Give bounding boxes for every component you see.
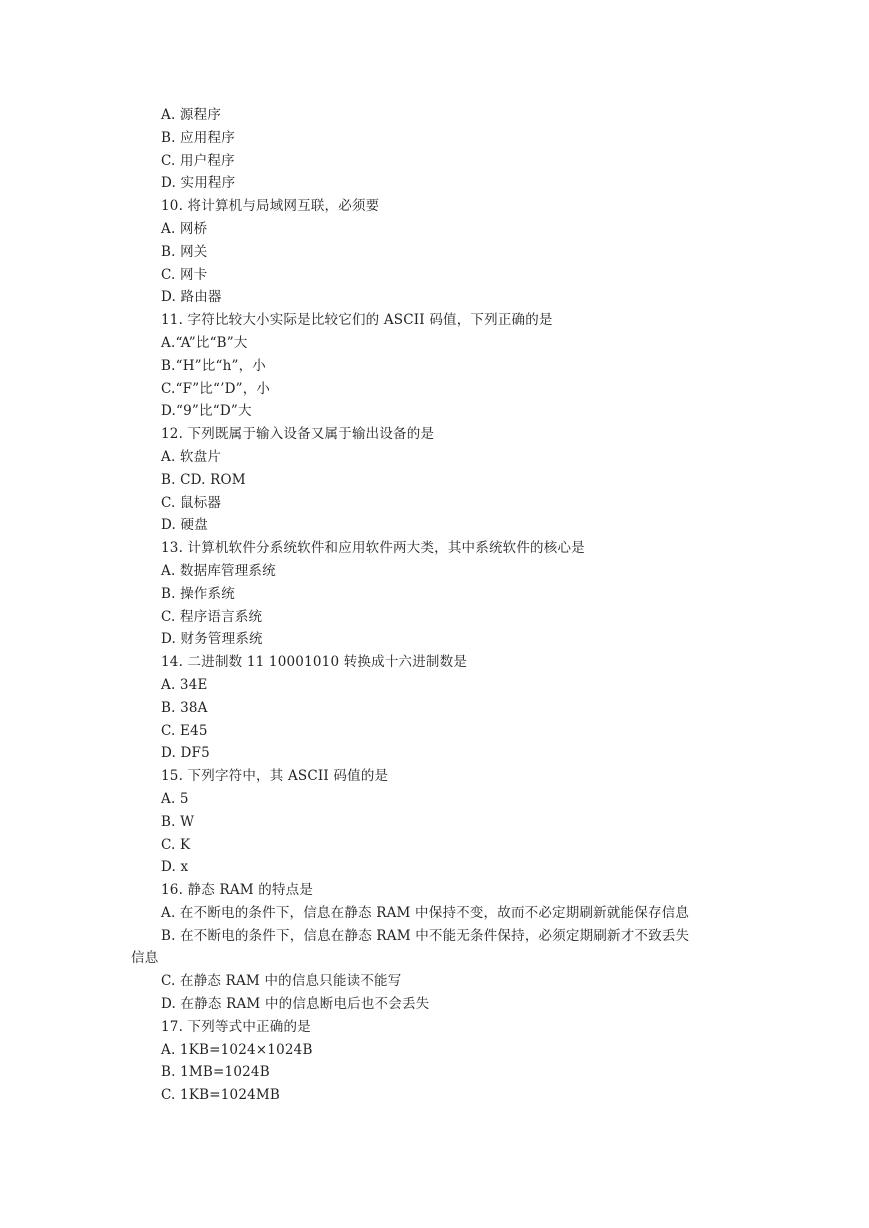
question-10: 10. 将计算机与局域网互联，必须要 xyxy=(161,198,380,215)
q17-option-a: A. 1KB=1024×1024B xyxy=(161,1041,313,1058)
q13-option-b: B. 操作系统 xyxy=(161,585,235,602)
question-11: 11. 字符比较大小实际是比较它们的 ASCII 码值，下列正确的是 xyxy=(161,312,553,329)
document-page xyxy=(0,104,869,1107)
q10-option-b: B. 网关 xyxy=(161,243,208,260)
question-12: 12. 下列既属于输入设备又属于输出设备的是 xyxy=(161,426,435,443)
question-13: 13. 计算机软件分系统软件和应用软件两大类，其中系统软件的核心是 xyxy=(161,540,585,557)
q16-option-a: A. 在不断电的条件下，信息在静态 RAM 中保持不变，故而不必定期刷新就能保存信息 xyxy=(161,904,690,921)
q17-option-b: B. 1MB=1024B xyxy=(161,1064,270,1081)
q13-option-d: D. 财务管理系统 xyxy=(161,631,263,648)
q10-option-d: D. 路由器 xyxy=(161,289,222,306)
option-b-application-program: B. 应用程序 xyxy=(161,129,235,146)
question-14: 14. 二进制数 11 10001010 转换成十六进制数是 xyxy=(161,654,468,671)
q14-option-d: D. DF5 xyxy=(161,745,210,762)
q15-option-a: A. 5 xyxy=(161,790,189,807)
q15-option-d: D. x xyxy=(161,859,189,876)
question-17: 17. 下列等式中正确的是 xyxy=(161,1018,311,1035)
option-d-utility-program: D. 实用程序 xyxy=(161,175,236,192)
q11-option-b: B.“H”比“h”，小 xyxy=(161,357,266,374)
q16-option-c: C. 在静态 RAM 中的信息只能读不能写 xyxy=(161,973,402,990)
q17-option-c: C. 1KB=1024MB xyxy=(161,1087,281,1104)
q15-option-b: B. W xyxy=(161,813,195,830)
q14-option-a: A. 34E xyxy=(161,676,208,693)
q13-option-a: A. 数据库管理系统 xyxy=(161,562,276,579)
option-c-user-program: C. 用户程序 xyxy=(161,152,235,169)
q11-option-d: D.“9”比“D”大 xyxy=(161,403,252,420)
q16-option-b: B. 在不断电的条件下，信息在静态 RAM 中不能无条件保持，必须定期刷新才不致丢失 xyxy=(161,927,690,944)
q15-option-c: C. K xyxy=(161,836,191,853)
q12-option-b: B. CD. ROM xyxy=(161,471,246,488)
q11-option-c: C.“F”比“’D”，小 xyxy=(161,380,271,397)
option-a-source-program: A. 源程序 xyxy=(161,107,222,123)
q14-option-c: C. E45 xyxy=(161,722,208,739)
q10-option-a: A. 网桥 xyxy=(161,220,208,237)
q12-option-c: C. 鼠标器 xyxy=(161,494,222,511)
question-15: 15. 下列字符中，其 ASCII 码值的是 xyxy=(161,768,389,785)
q16-option-b-continuation: 信息 xyxy=(131,950,159,967)
q12-option-d: D. 硬盘 xyxy=(161,517,208,534)
q10-option-c: C. 网卡 xyxy=(161,266,208,283)
q14-option-b: B. 38A xyxy=(161,699,208,716)
q13-option-c: C. 程序语言系统 xyxy=(161,608,263,625)
q12-option-a: A. 软盘片 xyxy=(161,448,222,465)
question-16: 16. 静态 RAM 的特点是 xyxy=(161,882,314,899)
q16-option-d: D. 在静态 RAM 中的信息断电后也不会丢失 xyxy=(161,996,430,1013)
q11-option-a: A.“A”比“B”大 xyxy=(161,334,248,351)
